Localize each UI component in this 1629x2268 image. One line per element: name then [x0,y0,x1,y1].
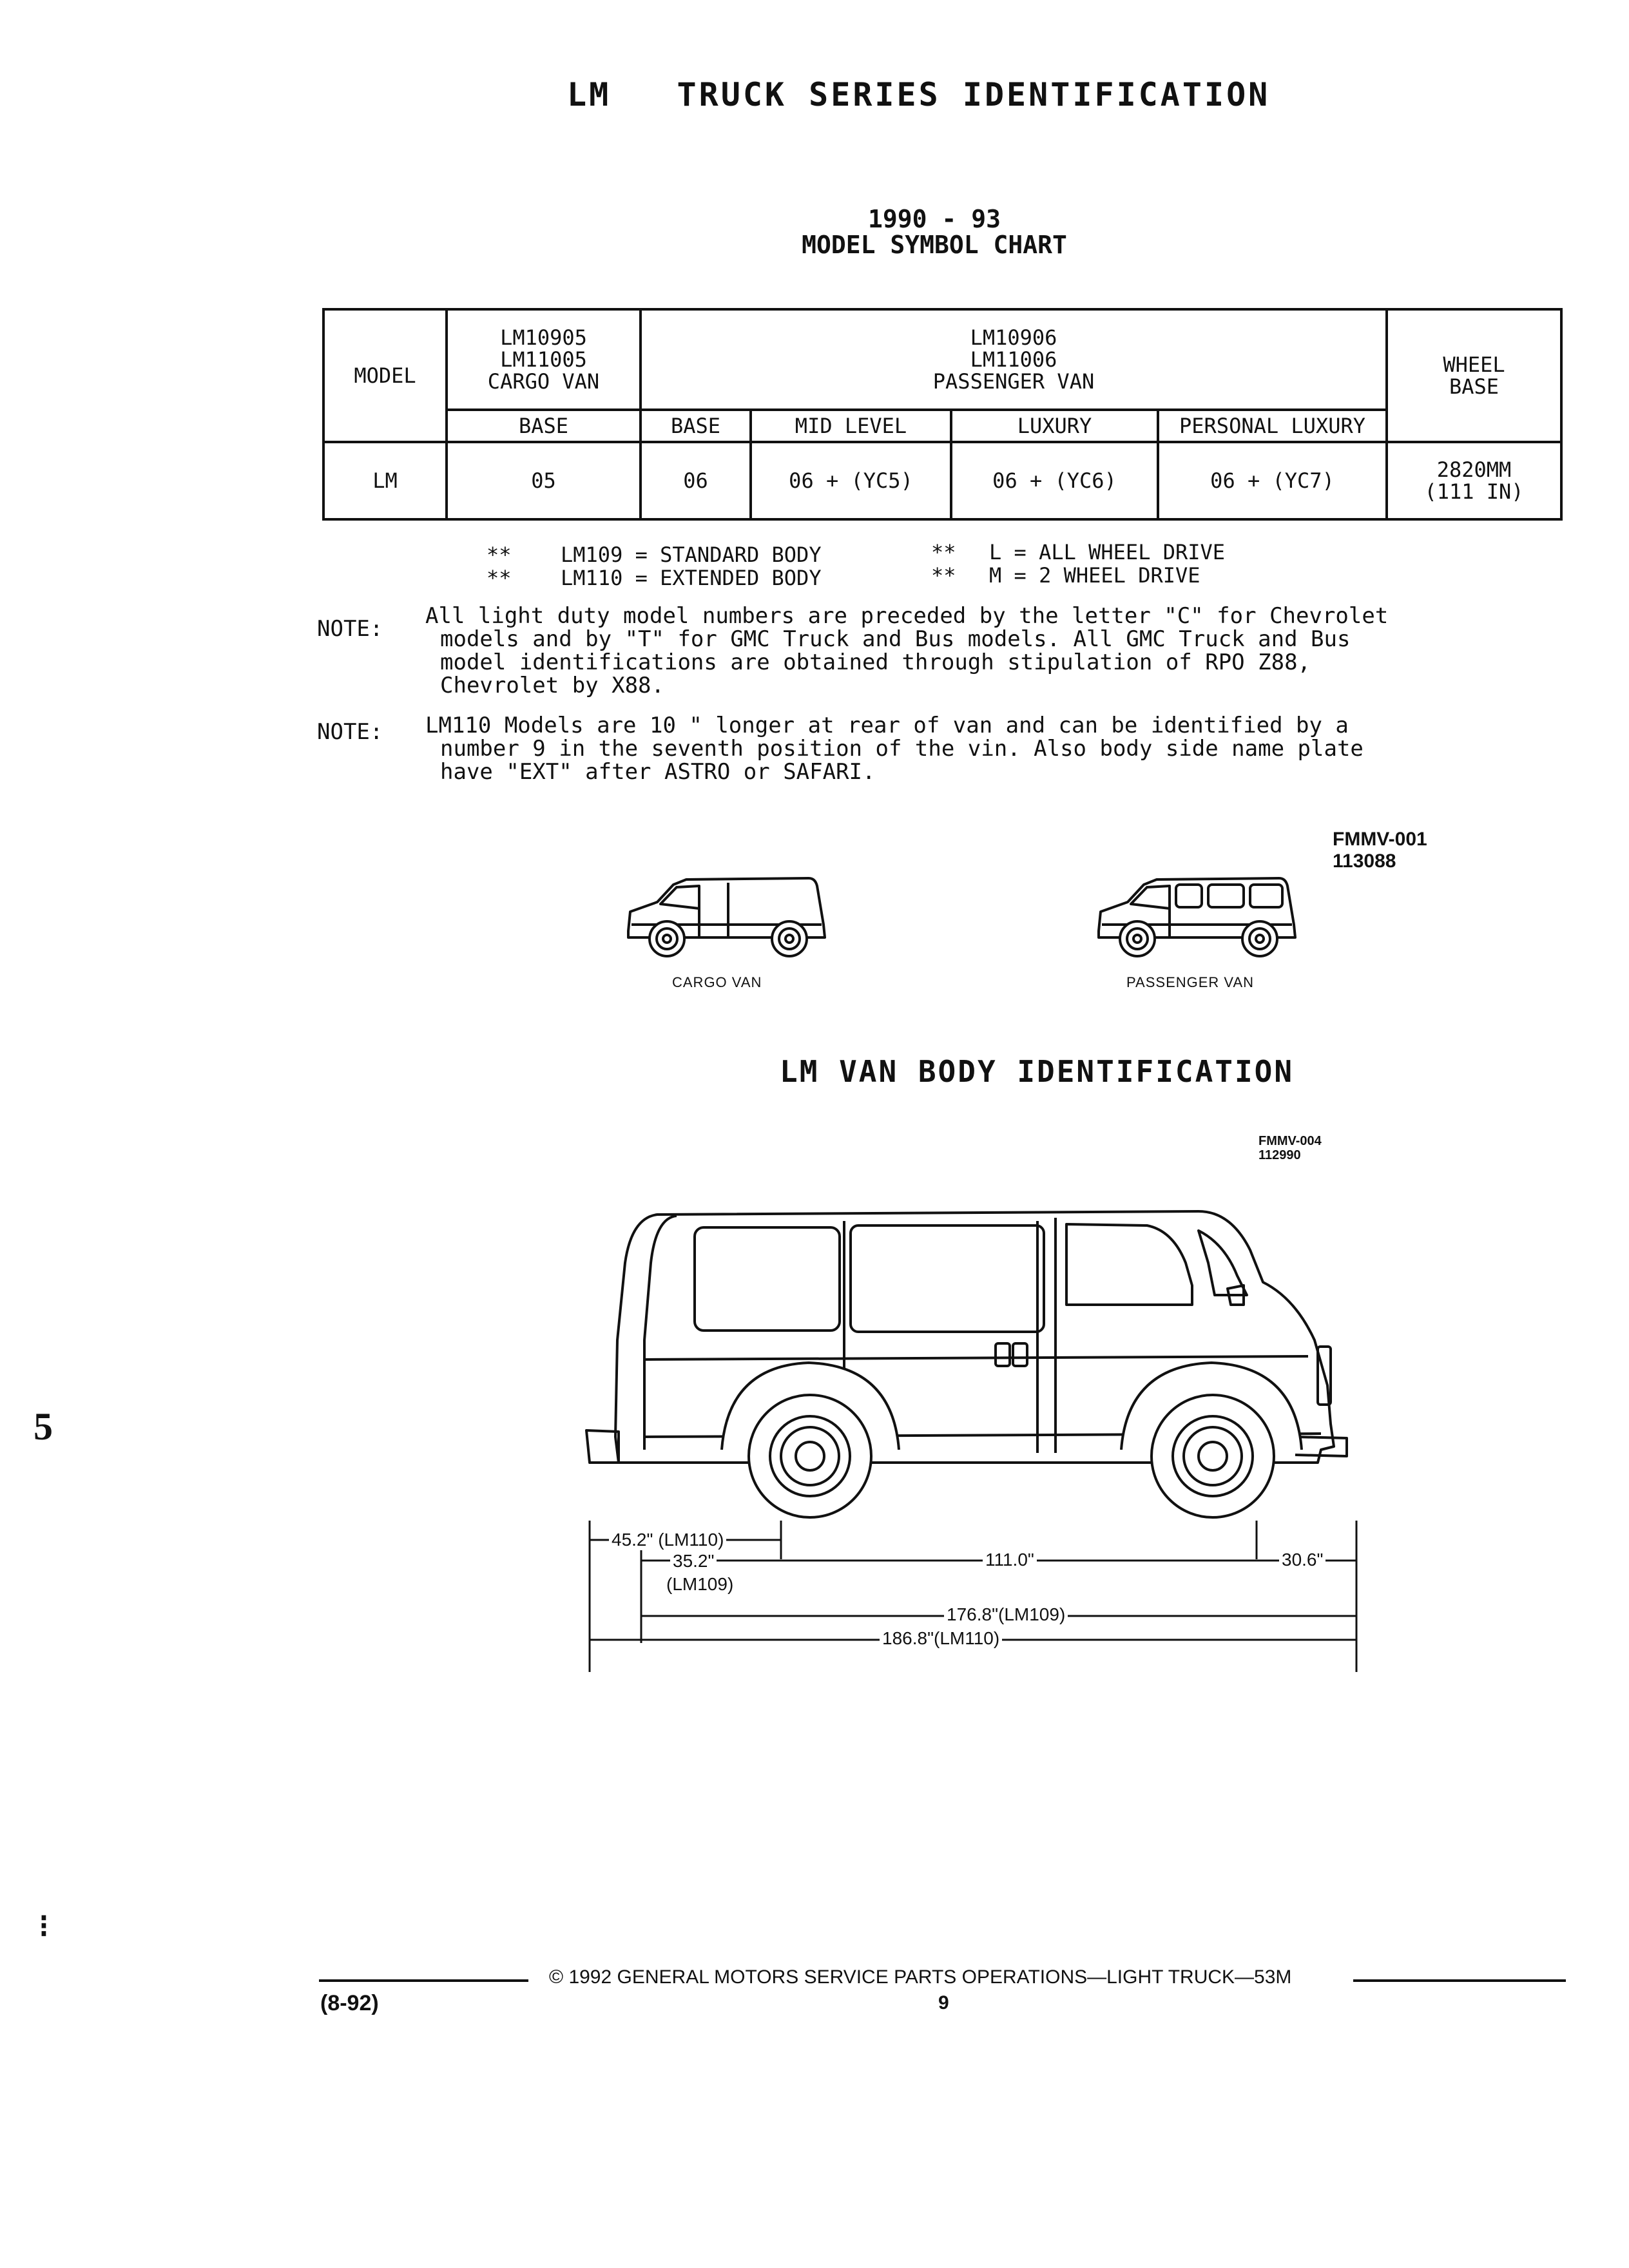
model-header: MODEL [323,309,447,442]
note-line: number 9 in the seventh position of the vin. Also body side name plate [440,736,1364,762]
footer-copyright: © 1992 GENERAL MOTORS SERVICE PARTS OPERATIONS—LIGHT TRUCK—53M [549,1966,1292,1988]
dimension-label: 186.8"(LM110) [880,1628,1002,1649]
cargo-van-caption: CARGO VAN [672,974,762,990]
margin-mark: ⁝ [39,1908,49,1944]
dimension-label: 111.0" [983,1550,1037,1570]
legend-text: LM110 = EXTENDED BODY [561,566,822,590]
chart-title: MODEL SYMBOL CHART [802,231,1067,259]
legend-mark: ** [931,540,956,564]
row-model: LM [323,442,447,519]
body-identification-title: LM VAN BODY IDENTIFICATION [780,1054,1295,1089]
dimension-label: (LM109) [664,1574,736,1595]
cell-personal-luxury: 06 + (YC7) [1158,442,1387,519]
figure-id: FMMV-004 [1258,1134,1322,1148]
passenger-van-illustration [1089,867,1308,963]
cell-luxury: 06 + (YC6) [951,442,1158,519]
cell-cargo-base: 05 [447,442,641,519]
sub-header-base: BASE [641,410,751,442]
sub-header-mid-level: MID LEVEL [751,410,951,442]
note-label: NOTE: [317,616,383,642]
page-title: LM TRUCK SERIES IDENTIFICATION [567,76,1271,113]
sub-header-personal-luxury: PERSONAL LUXURY [1158,410,1387,442]
note-line: models and by "T" for GMC Truck and Bus models. All GMC Truck and Bus [440,626,1351,652]
dimension-label: 176.8"(LM109) [944,1604,1068,1625]
passenger-van-header: LM10906 LM11006 PASSENGER VAN [641,309,1387,410]
legend-text: LM109 = STANDARD BODY [561,543,822,567]
cargo-van-illustration [619,867,838,963]
van-side-view-illustration [580,1192,1360,1527]
dimension-label: 45.2" (LM110) [609,1530,726,1550]
legend-mark: ** [931,563,956,588]
figure-id: FMMV-001 [1333,829,1427,850]
cargo-van-header: LM10905 LM11005 CARGO VAN [447,309,641,410]
margin-mark: 5 [34,1405,53,1448]
wheelbase-header: WHEEL BASE [1387,309,1561,442]
footer-rule-right [1353,1979,1566,1982]
passenger-van-caption: PASSENGER VAN [1126,974,1255,990]
note-line: All light duty model numbers are preceded by the letter "C" for Chevrolet [425,603,1389,629]
cell-mid-level: 06 + (YC5) [751,442,951,519]
figure-id: 112990 [1258,1148,1301,1162]
footer-date: (8-92) [320,1991,379,2015]
cell-wheelbase: 2820MM (111 IN) [1387,442,1561,519]
note-line: have "EXT" after ASTRO or SAFARI. [440,759,876,785]
legend-mark: ** [487,543,512,567]
cell-passenger-base: 06 [641,442,751,519]
dimension-label: 30.6" [1279,1550,1325,1570]
legend-text: M = 2 WHEEL DRIVE [989,563,1200,588]
legend-mark: ** [487,566,512,590]
dimension-label: 35.2" [670,1551,717,1571]
page-number: 9 [938,1992,949,2013]
footer-rule-left [319,1979,528,1982]
sub-header-luxury: LUXURY [951,410,1158,442]
sub-header-base-cargo: BASE [447,410,641,442]
model-symbol-table [322,308,1563,521]
chart-years: 1990 - 93 [868,205,1001,233]
note-line: model identifications are obtained through stipulation of RPO Z88, [440,649,1311,675]
note-label: NOTE: [317,719,383,745]
note-line: LM110 Models are 10 " longer at rear of van and can be identified by a [425,713,1349,738]
figure-id: 113088 [1333,850,1396,872]
note-line: Chevrolet by X88. [440,673,664,698]
legend-text: L = ALL WHEEL DRIVE [989,540,1226,564]
